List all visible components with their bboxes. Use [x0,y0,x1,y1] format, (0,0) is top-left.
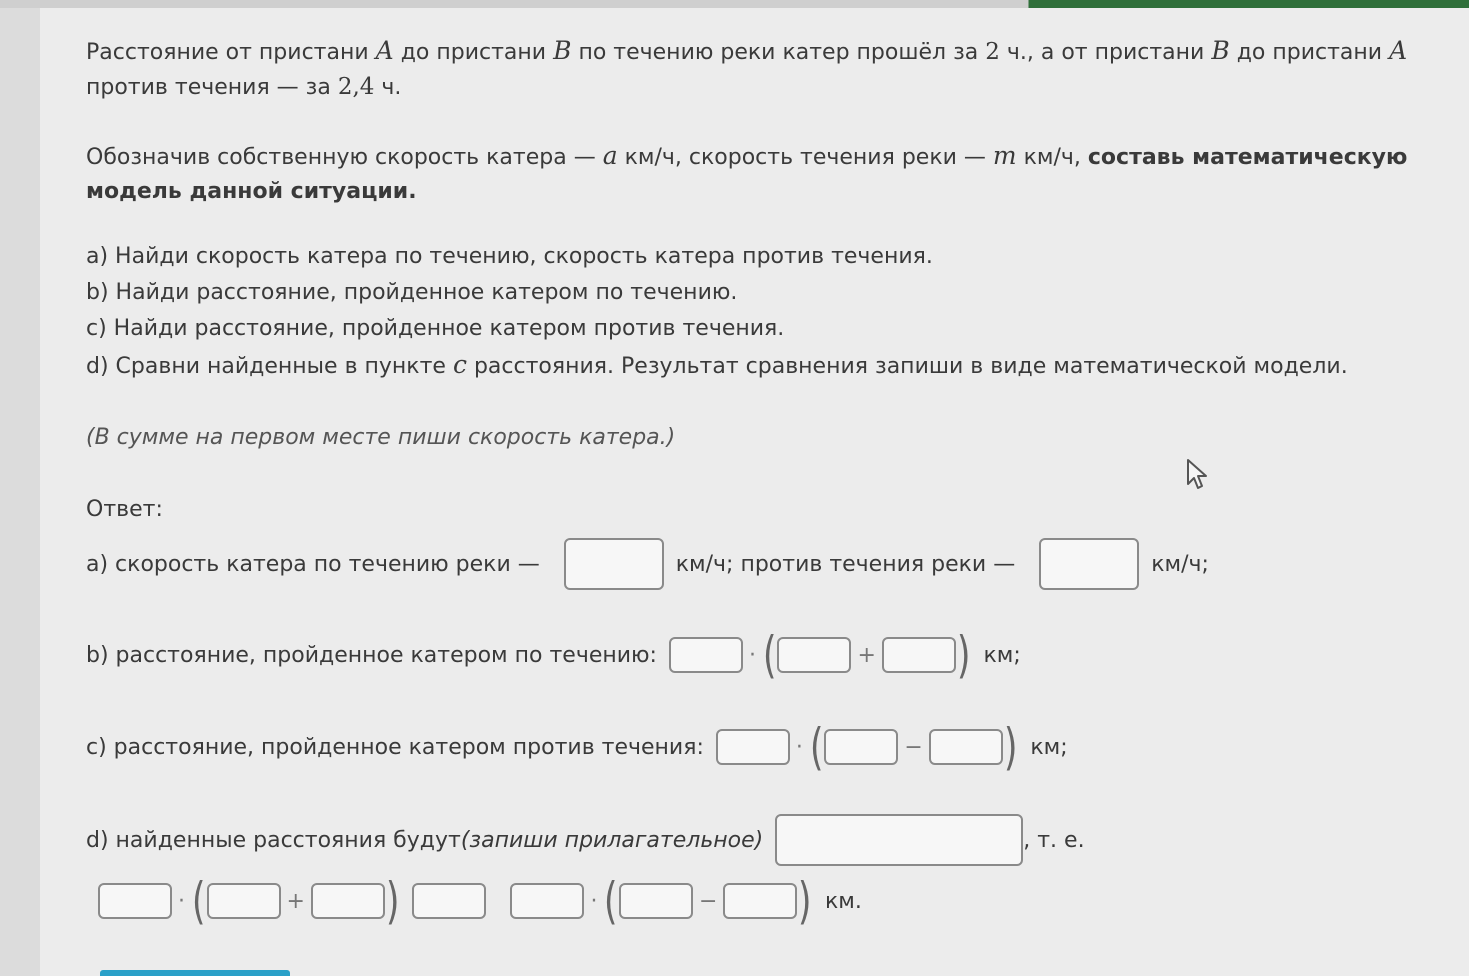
d-time-down-input[interactable] [98,883,172,919]
d-time-up-input[interactable] [510,883,584,919]
c-time-input[interactable] [716,729,790,765]
task-items [86,239,1446,385]
b-current-speed-input[interactable] [882,637,956,673]
answer-row-d: d) найденные расстояния будут (запиши прилагательное) , т. е. [86,814,1085,866]
item-a: a) Найди скорость катера по течению, скорость катера против течения. [86,244,933,269]
comparison-sign-input[interactable] [412,883,486,919]
answer-row-b: b) расстояние, пройденное катером по течению: · ( + ) км; [86,626,1021,684]
hint-note: (В сумме на первом месте пиши скорость катера.) [86,425,676,450]
speed-upstream-input[interactable] [1039,538,1139,590]
answer-row-a: a) скорость катера по течению реки — км/ч; против течения реки — км/ч; [86,538,1209,590]
item-c: c) Найди расстояние, пройденное катером против течения. [86,316,785,341]
answer-row-c: c) расстояние, пройденное катером против течения: · ( − ) км; [86,718,1068,776]
mouse-pointer-icon [1186,458,1210,490]
adjective-input[interactable] [775,814,1023,866]
b-time-input[interactable] [669,637,743,673]
c-current-speed-input[interactable] [929,729,1003,765]
d-current-speed-2-input[interactable] [723,883,797,919]
task-content [86,34,1446,527]
c-boat-speed-input[interactable] [824,729,898,765]
item-b: b) Найди расстояние, пройденное катером по течению. [86,280,738,305]
problem-intro: Расстояние от пристани A до пристани B по течению реки катер прошёл за 2 ч., а от пристани B до пристани A против течения — за 2,4 ч. [86,36,1408,100]
d-boat-speed-1-input[interactable] [207,883,281,919]
problem-task: Обозначив собственную скорость катера — a км/ч, скорость течения реки — m км/ч, составь математическую модель данной ситуации. [86,141,1408,204]
speed-downstream-input[interactable] [564,538,664,590]
b-boat-speed-input[interactable] [777,637,851,673]
d-boat-speed-2-input[interactable] [619,883,693,919]
item-d: d) Сравни найденные в пункте c расстояния. Результат сравнения запиши в виде математической модели. [86,350,1348,379]
top-bar [0,0,1469,8]
d-current-speed-1-input[interactable] [311,883,385,919]
answer-title: Ответ: [86,497,163,522]
submit-button-edge[interactable] [100,970,290,976]
answer-row-d-formula: · ( + ) · ( − ) км. [98,876,862,926]
